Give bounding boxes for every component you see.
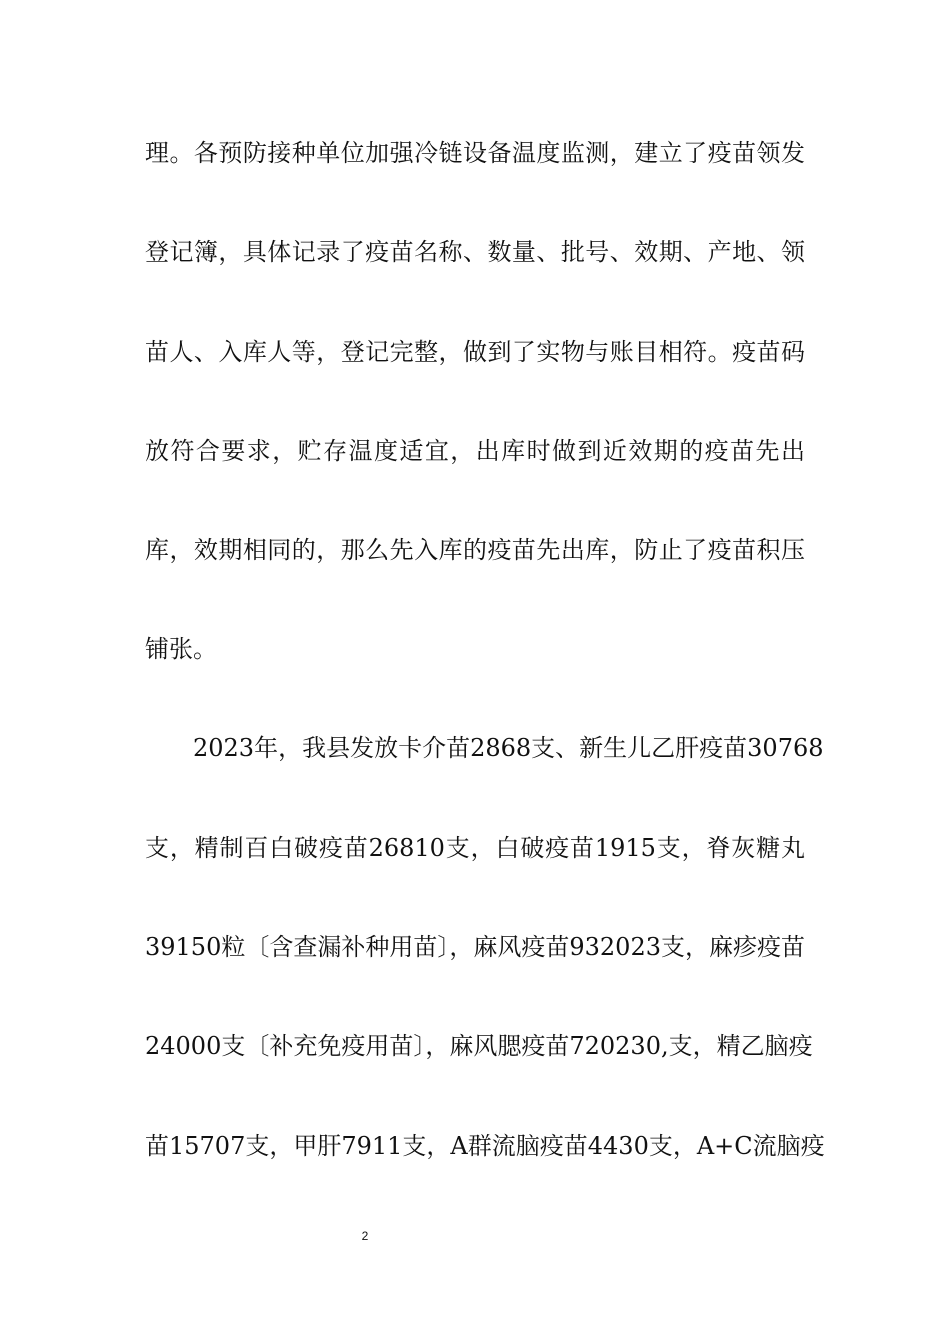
text-line: 铺张。	[145, 635, 217, 663]
page-number: 2	[361, 1229, 369, 1243]
text-line: 登记簿，具体记录了疫苗名称、数量、批号、效期、产地、领	[145, 238, 805, 266]
text-line: 理。各预防接种单位加强冷链设备温度监测，建立了疫苗领发	[145, 139, 805, 167]
text-line: 支，精制百白破疫苗26810支，白破疫苗1915支，脊灰糖丸	[145, 834, 805, 862]
text-line: 放符合要求，贮存温度适宜，出库时做到近效期的疫苗先出	[145, 437, 805, 465]
text-line: 2023年，我县发放卡介苗2868支、新生儿乙肝疫苗30768	[193, 734, 824, 762]
text-line: 39150粒〔含查漏补种用苗〕，麻风疫苗932023支，麻疹疫苗	[145, 933, 805, 961]
text-line: 库，效期相同的，那么先入库的疫苗先出库，防止了疫苗积压	[145, 536, 805, 564]
text-line: 苗人、入库人等，登记完整，做到了实物与账目相符。疫苗码	[145, 338, 805, 366]
text-line: 苗15707支，甲肝7911支，A群流脑疫苗4430支，A+C流脑疫	[145, 1132, 825, 1160]
text-line: 24000支〔补充免疫用苗〕，麻风腮疫苗720230,支，精乙脑疫	[145, 1032, 813, 1060]
